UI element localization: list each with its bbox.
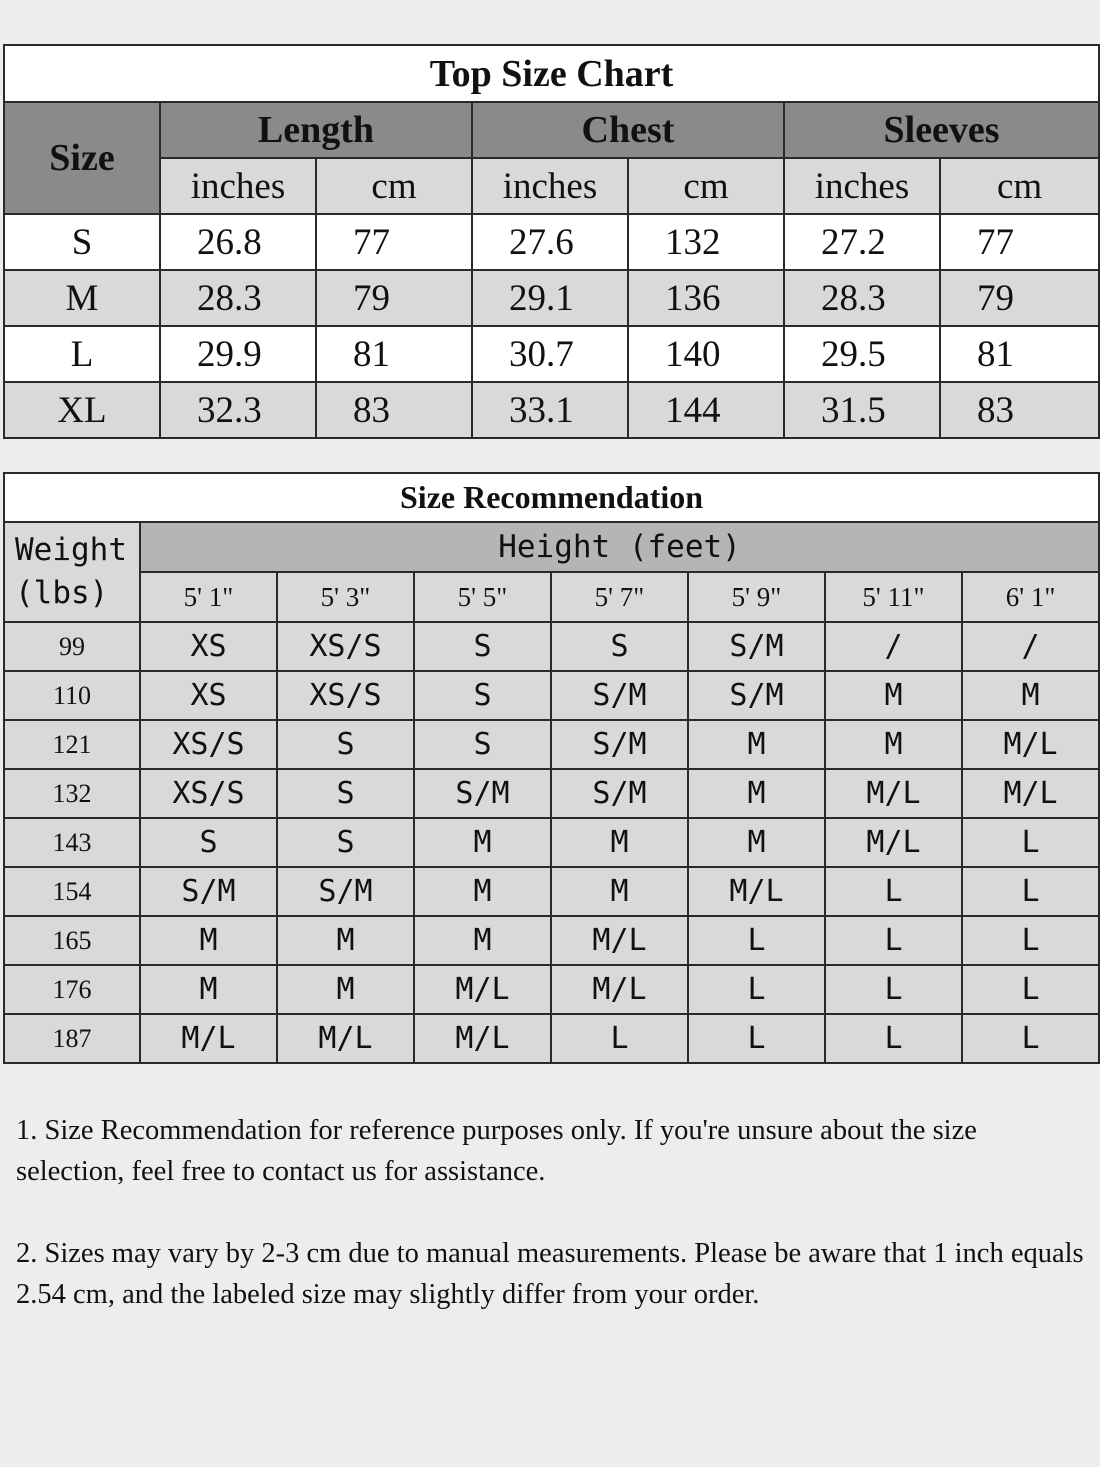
recommended-size-cell: M bbox=[551, 818, 688, 867]
recommended-size-cell: M bbox=[414, 867, 551, 916]
height-header: 5' 5" bbox=[414, 572, 551, 622]
weight-row bbox=[4, 720, 1099, 769]
measurement-cell: 77 bbox=[940, 214, 1099, 270]
recommended-size-cell: L bbox=[688, 965, 825, 1014]
weight-row bbox=[4, 965, 1099, 1014]
measurement-cell: 27.6 bbox=[472, 214, 628, 270]
recommended-size-cell: L bbox=[962, 1014, 1099, 1063]
recommended-size-cell: M bbox=[277, 965, 414, 1014]
weight-header-label: Weight bbox=[15, 532, 127, 568]
measurement-cell: 83 bbox=[940, 382, 1099, 438]
measurement-cell: 81 bbox=[940, 326, 1099, 382]
recommended-size-cell: L bbox=[688, 1014, 825, 1063]
measurement-cell: 29.9 bbox=[160, 326, 316, 382]
recommended-size-cell: S bbox=[277, 769, 414, 818]
recommended-size-cell: S/M bbox=[140, 867, 277, 916]
height-header: 5' 9" bbox=[688, 572, 825, 622]
recommended-size-cell: M/L bbox=[688, 867, 825, 916]
recommended-size-cell: S bbox=[414, 622, 551, 671]
recommended-size-cell: M bbox=[825, 720, 962, 769]
unit-header: cm bbox=[940, 158, 1099, 214]
size-label: L bbox=[4, 326, 160, 382]
recommended-size-cell: M/L bbox=[962, 720, 1099, 769]
recommended-size-cell: L bbox=[825, 916, 962, 965]
recommended-size-cell: S bbox=[277, 818, 414, 867]
size-column-header: Size bbox=[4, 102, 160, 214]
height-header: 5' 7" bbox=[551, 572, 688, 622]
weight-label: 110 bbox=[4, 671, 140, 720]
recommended-size-cell: S bbox=[414, 671, 551, 720]
height-header: 5' 11" bbox=[825, 572, 962, 622]
measurement-cell: 29.5 bbox=[784, 326, 940, 382]
recommended-size-cell: L bbox=[551, 1014, 688, 1063]
recommended-size-cell: M bbox=[140, 965, 277, 1014]
recommended-size-cell: M/L bbox=[551, 965, 688, 1014]
measurement-cell: 31.5 bbox=[784, 382, 940, 438]
weight-row bbox=[4, 1014, 1099, 1063]
recommended-size-cell: S bbox=[277, 720, 414, 769]
weight-label: 176 bbox=[4, 965, 140, 1014]
weight-row bbox=[4, 818, 1099, 867]
recommended-size-cell: S/M bbox=[551, 769, 688, 818]
recommended-size-cell: S/M bbox=[688, 622, 825, 671]
unit-header: inches bbox=[472, 158, 628, 214]
recommended-size-cell: M bbox=[825, 671, 962, 720]
chest-group-header: Chest bbox=[472, 102, 784, 158]
measurement-cell: 81 bbox=[316, 326, 472, 382]
recommended-size-cell: S/M bbox=[551, 720, 688, 769]
recommended-size-cell: M bbox=[688, 720, 825, 769]
weight-label: 143 bbox=[4, 818, 140, 867]
size-label: M bbox=[4, 270, 160, 326]
measurement-cell: 132 bbox=[628, 214, 784, 270]
recommended-size-cell: L bbox=[825, 867, 962, 916]
measurement-cell: 29.1 bbox=[472, 270, 628, 326]
recommended-size-cell: / bbox=[825, 622, 962, 671]
sleeves-group-header: Sleeves bbox=[784, 102, 1099, 158]
weight-label: 132 bbox=[4, 769, 140, 818]
weight-header-unit: (lbs) bbox=[15, 575, 109, 611]
weight-label: 99 bbox=[4, 622, 140, 671]
recommended-size-cell: M/L bbox=[277, 1014, 414, 1063]
height-header: 6' 1" bbox=[962, 572, 1099, 622]
weight-row bbox=[4, 769, 1099, 818]
recommended-size-cell: XS/S bbox=[277, 622, 414, 671]
weight-row bbox=[4, 916, 1099, 965]
recommended-size-cell: S bbox=[551, 622, 688, 671]
recommended-size-cell: L bbox=[962, 867, 1099, 916]
height-header: 5' 3" bbox=[277, 572, 414, 622]
recommended-size-cell: S/M bbox=[414, 769, 551, 818]
height-values-row bbox=[4, 572, 1099, 622]
recommended-size-cell: M/L bbox=[825, 769, 962, 818]
size-row bbox=[4, 214, 1099, 270]
size-chart-title: Top Size Chart bbox=[4, 45, 1099, 102]
recommended-size-cell: XS/S bbox=[140, 769, 277, 818]
measurement-cell: 79 bbox=[940, 270, 1099, 326]
note-reference: 1. Size Recommendation for reference purposes only. If you're unsure about the size selection, feel free to contact us for assistance. bbox=[16, 1115, 977, 1187]
recommended-size-cell: M/L bbox=[140, 1014, 277, 1063]
recommended-size-cell: M bbox=[551, 867, 688, 916]
recommended-size-cell: S bbox=[414, 720, 551, 769]
measurement-cell: 140 bbox=[628, 326, 784, 382]
recommended-size-cell: L bbox=[825, 965, 962, 1014]
recommended-size-cell: L bbox=[962, 965, 1099, 1014]
measurement-cell: 28.3 bbox=[784, 270, 940, 326]
weight-row bbox=[4, 622, 1099, 671]
height-group-header: Height (feet) bbox=[140, 522, 1099, 572]
size-chart-body bbox=[4, 214, 1099, 438]
height-header: 5' 1" bbox=[140, 572, 277, 622]
size-label: XL bbox=[4, 382, 160, 438]
unit-header: cm bbox=[316, 158, 472, 214]
recommended-size-cell: XS/S bbox=[277, 671, 414, 720]
recommendation-title: Size Recommendation bbox=[4, 473, 1099, 522]
recommended-size-cell: M/L bbox=[414, 1014, 551, 1063]
unit-header: cm bbox=[628, 158, 784, 214]
recommended-size-cell: M bbox=[688, 818, 825, 867]
recommended-size-cell: S bbox=[140, 818, 277, 867]
weight-label: 165 bbox=[4, 916, 140, 965]
size-row bbox=[4, 326, 1099, 382]
recommended-size-cell: M bbox=[277, 916, 414, 965]
measurement-cell: 30.7 bbox=[472, 326, 628, 382]
recommended-size-cell: M bbox=[962, 671, 1099, 720]
unit-header: inches bbox=[784, 158, 940, 214]
recommended-size-cell: M bbox=[140, 916, 277, 965]
recommended-size-cell: L bbox=[688, 916, 825, 965]
measurement-cell: 33.1 bbox=[472, 382, 628, 438]
recommended-size-cell: M bbox=[414, 916, 551, 965]
weight-row bbox=[4, 867, 1099, 916]
recommended-size-cell: M/L bbox=[414, 965, 551, 1014]
note-measurement-variance: 2. Sizes may vary by 2-3 cm due to manual measurements. Please be aware that 1 inch equals 2.54 cm, and the labeled size may slightly differ from your order. bbox=[16, 1238, 1084, 1310]
recommended-size-cell: L bbox=[962, 818, 1099, 867]
weight-column-header bbox=[4, 522, 140, 622]
recommended-size-cell: S/M bbox=[551, 671, 688, 720]
recommended-size-cell: S/M bbox=[277, 867, 414, 916]
size-row bbox=[4, 270, 1099, 326]
weight-row bbox=[4, 671, 1099, 720]
weight-label: 154 bbox=[4, 867, 140, 916]
recommended-size-cell: M bbox=[688, 769, 825, 818]
recommended-size-cell: M/L bbox=[825, 818, 962, 867]
recommended-size-cell: M/L bbox=[962, 769, 1099, 818]
recommended-size-cell: XS/S bbox=[140, 720, 277, 769]
weight-label: 121 bbox=[4, 720, 140, 769]
recommended-size-cell: M bbox=[414, 818, 551, 867]
recommended-size-cell: L bbox=[825, 1014, 962, 1063]
recommended-size-cell: M/L bbox=[551, 916, 688, 965]
unit-header: inches bbox=[160, 158, 316, 214]
measurement-cell: 32.3 bbox=[160, 382, 316, 438]
weight-label: 187 bbox=[4, 1014, 140, 1063]
recommended-size-cell: XS bbox=[140, 671, 277, 720]
recommendation-body bbox=[4, 622, 1099, 1063]
measurement-cell: 79 bbox=[316, 270, 472, 326]
recommended-size-cell: XS bbox=[140, 622, 277, 671]
measurement-cell: 28.3 bbox=[160, 270, 316, 326]
length-group-header: Length bbox=[160, 102, 472, 158]
size-chart-table bbox=[3, 44, 1100, 439]
recommended-size-cell: S/M bbox=[688, 671, 825, 720]
measurement-cell: 144 bbox=[628, 382, 784, 438]
size-row bbox=[4, 382, 1099, 438]
measurement-cell: 26.8 bbox=[160, 214, 316, 270]
recommended-size-cell: / bbox=[962, 622, 1099, 671]
measurement-cell: 77 bbox=[316, 214, 472, 270]
measurement-cell: 83 bbox=[316, 382, 472, 438]
measurement-cell: 136 bbox=[628, 270, 784, 326]
recommended-size-cell: L bbox=[962, 916, 1099, 965]
measurement-cell: 27.2 bbox=[784, 214, 940, 270]
size-recommendation-table bbox=[3, 472, 1100, 1064]
size-label: S bbox=[4, 214, 160, 270]
